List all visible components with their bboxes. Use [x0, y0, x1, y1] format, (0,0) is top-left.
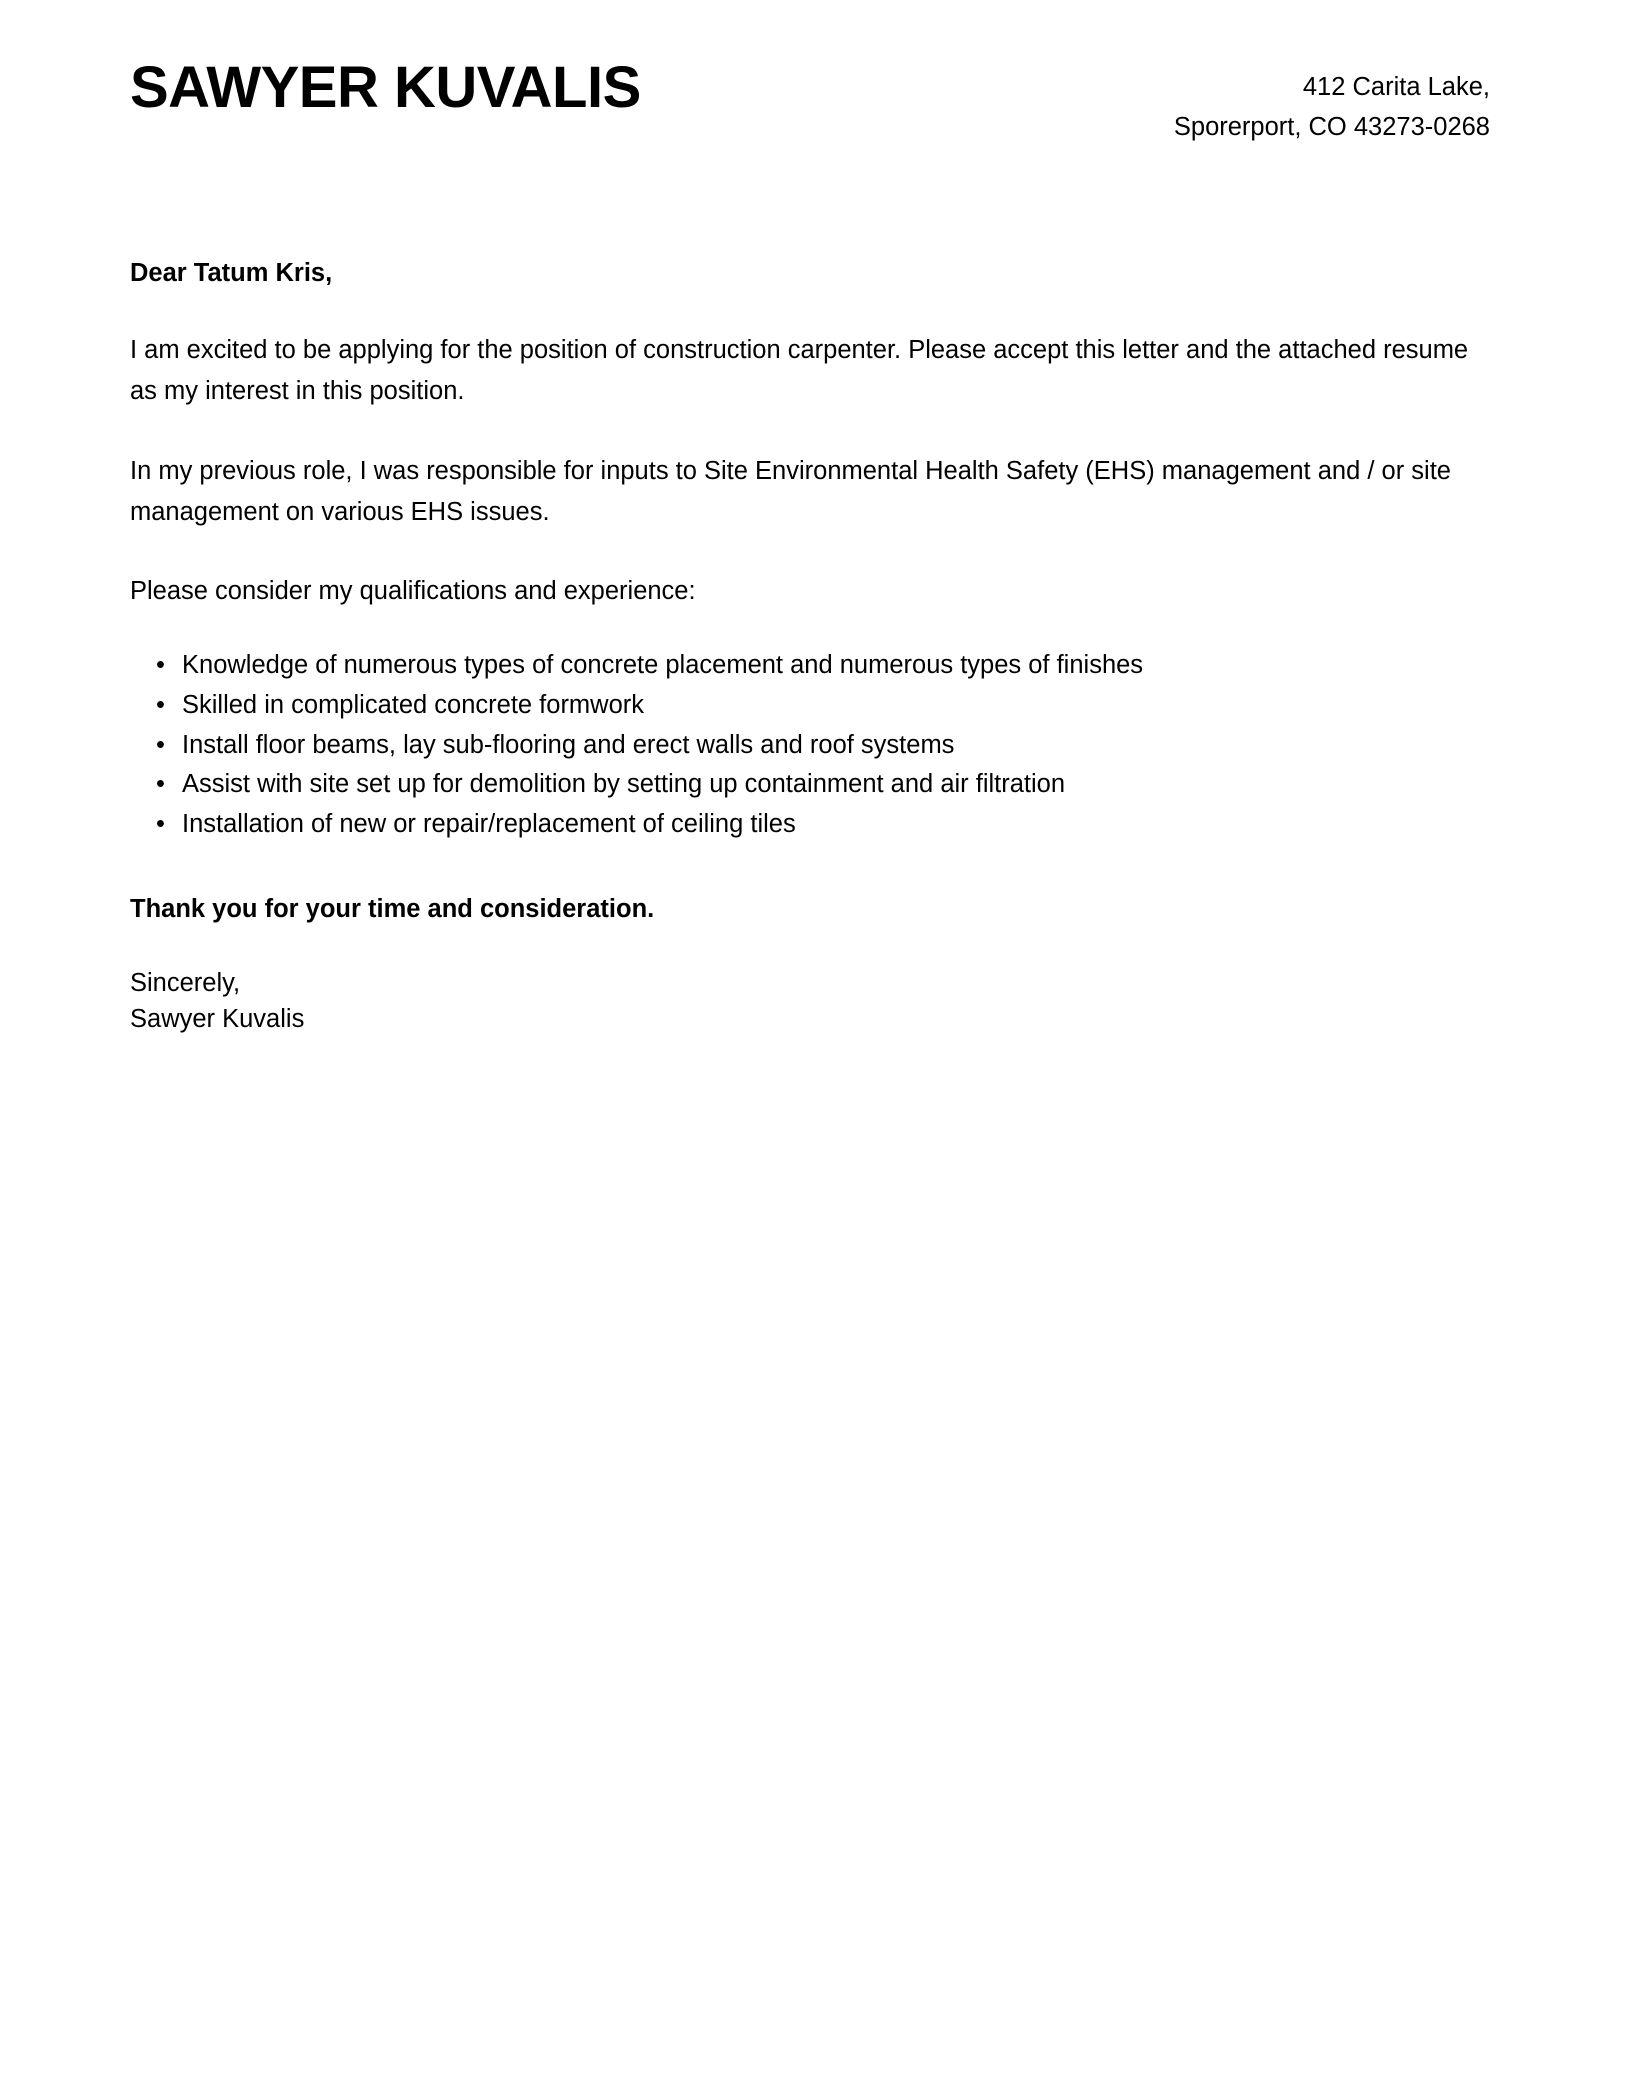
page-title: SAWYER KUVALIS: [130, 55, 641, 120]
paragraph-experience: In my previous role, I was responsible for inputs to Site Environmental Health Safety (EHS) management and / or site management on various EHS issues.: [130, 456, 1451, 526]
signature-block: [130, 966, 1490, 1037]
list-item: • Installation of new or repair/replacement of ceiling tiles: [130, 809, 1490, 840]
address-line-2: Sporerport, CO 43273-0268: [1173, 112, 1490, 141]
list-item: • Assist with site set up for demolition by setting up containment and air filtration: [130, 769, 1490, 800]
list-item: • Install floor beams, lay sub-flooring and erect walls and roof systems: [130, 730, 1490, 761]
signature-name: Sawyer Kuvalis: [130, 1005, 305, 1034]
paragraph-qualifications-lead: Please consider my qualifications and experience:: [130, 577, 696, 606]
sender-address: [1174, 58, 1490, 147]
qualifications-list: [130, 650, 1490, 839]
sign-off-line: Sincerely,: [130, 969, 241, 998]
list-item: • Skilled in complicated concrete formwork: [130, 690, 1490, 721]
letter-body: [130, 255, 1490, 1038]
letterhead: [130, 0, 1490, 147]
salutation: Dear Tatum Kris,: [130, 259, 333, 288]
address-line-1: 412 Carita Lake,: [1302, 73, 1490, 101]
paragraph-intro: I am excited to be applying for the position of construction carpenter. Please accept this letter and the attached resume as my interest in this position.: [130, 336, 1469, 406]
letter-content: [130, 0, 1490, 1038]
thank-you-line: Thank you for your time and consideration.: [130, 895, 655, 924]
list-item: • Knowledge of numerous types of concrete placement and numerous types of finishes: [130, 650, 1490, 681]
